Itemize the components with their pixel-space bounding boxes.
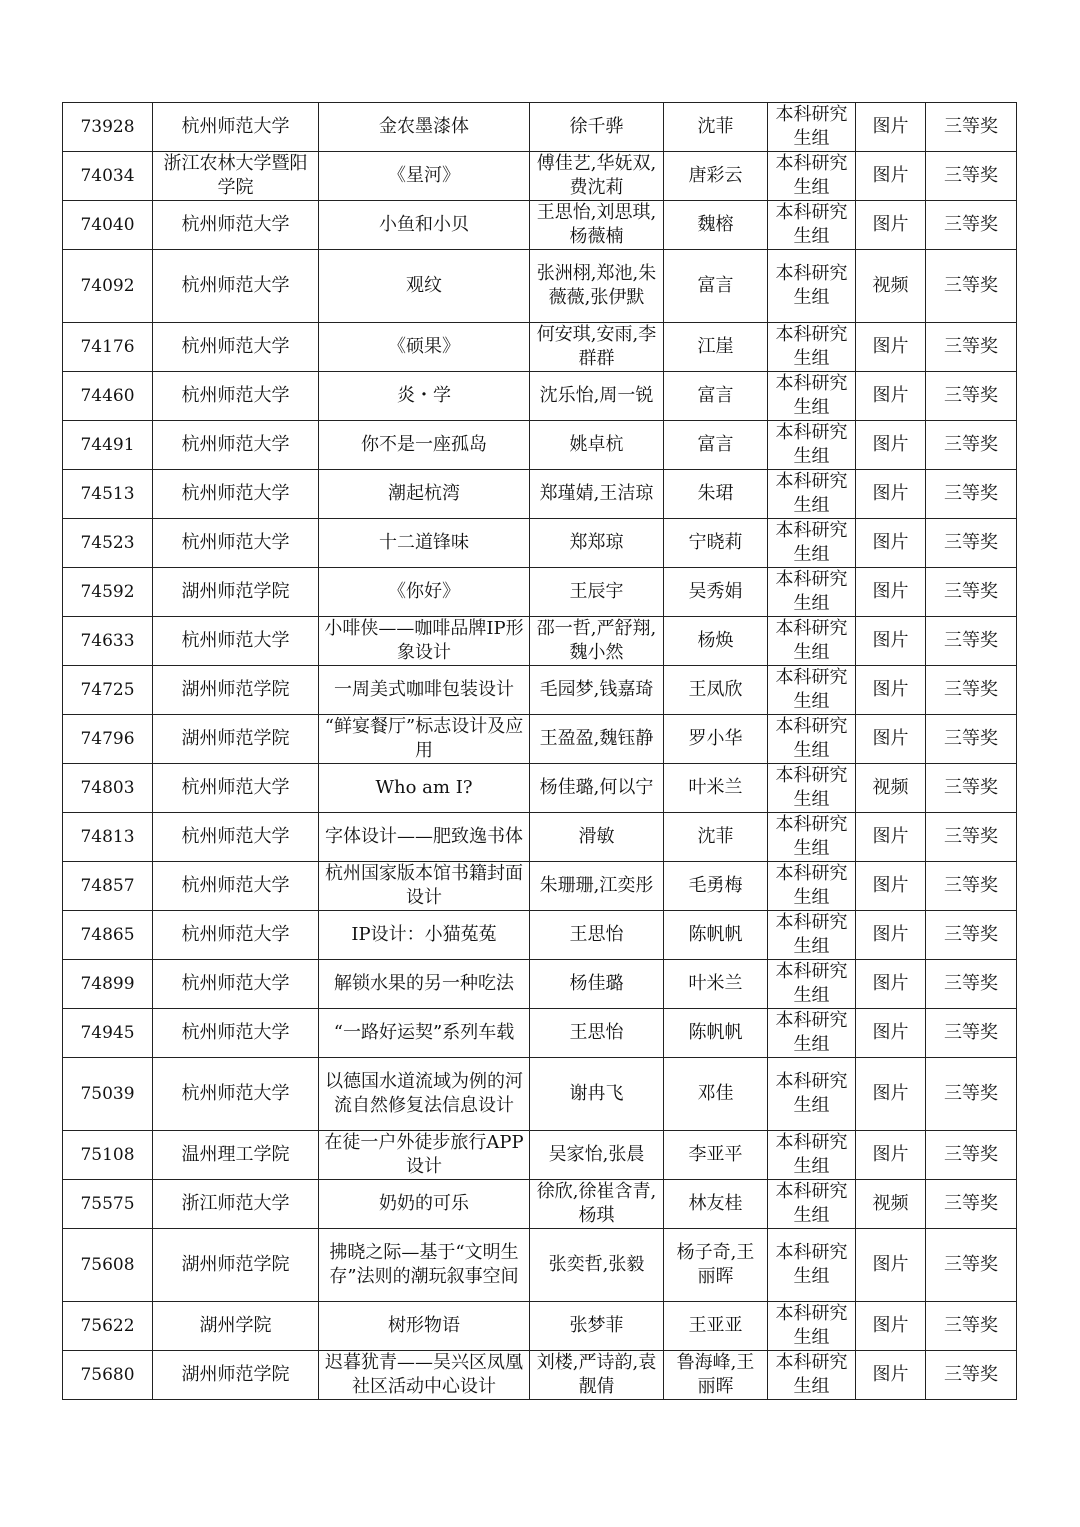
prize-level-cell: 三等奖 <box>926 421 1017 470</box>
work-type-cell: 图片 <box>856 421 926 470</box>
work-type-cell: 图片 <box>856 1229 926 1302</box>
authors-cell: 朱珊珊,江奕彤 <box>530 862 664 911</box>
work-title-cell: 《星河》 <box>319 152 530 201</box>
table-row <box>63 103 1017 152</box>
authors-cell: 杨佳璐 <box>530 960 664 1009</box>
school-name-cell: 杭州师范大学 <box>153 250 319 323</box>
competition-group-cell: 本科研究生组 <box>768 470 856 519</box>
authors-cell: 王盈盈,魏钰静 <box>530 715 664 764</box>
advisor-cell: 李亚平 <box>664 1131 768 1180</box>
school-name-cell: 浙江师范大学 <box>153 1180 319 1229</box>
prize-level-cell: 三等奖 <box>926 862 1017 911</box>
competition-group-cell: 本科研究生组 <box>768 1058 856 1131</box>
advisor-cell: 毛勇梅 <box>664 862 768 911</box>
advisor-cell: 王凤欣 <box>664 666 768 715</box>
work-type-cell: 图片 <box>856 911 926 960</box>
school-name-cell: 湖州师范学院 <box>153 715 319 764</box>
authors-cell: 姚卓杭 <box>530 421 664 470</box>
table-row <box>63 1180 1017 1229</box>
table-row <box>63 201 1017 250</box>
entry-id-cell: 74945 <box>63 1009 153 1058</box>
entry-id-cell: 75622 <box>63 1302 153 1351</box>
work-type-cell: 图片 <box>856 1302 926 1351</box>
prize-level-cell: 三等奖 <box>926 1302 1017 1351</box>
advisor-cell: 叶米兰 <box>664 960 768 1009</box>
entry-id-cell: 74633 <box>63 617 153 666</box>
advisor-cell: 杨焕 <box>664 617 768 666</box>
advisor-cell: 叶米兰 <box>664 764 768 813</box>
entry-id-cell: 74857 <box>63 862 153 911</box>
prize-level-cell: 三等奖 <box>926 1058 1017 1131</box>
entry-id-cell: 74813 <box>63 813 153 862</box>
competition-group-cell: 本科研究生组 <box>768 1009 856 1058</box>
work-title-cell: 在徒一户外徒步旅行APP设计 <box>319 1131 530 1180</box>
work-title-cell: 解锁水果的另一种吃法 <box>319 960 530 1009</box>
authors-cell: 郑瑾婧,王洁琼 <box>530 470 664 519</box>
work-type-cell: 图片 <box>856 666 926 715</box>
school-name-cell: 湖州师范学院 <box>153 568 319 617</box>
competition-group-cell: 本科研究生组 <box>768 421 856 470</box>
prize-level-cell: 三等奖 <box>926 911 1017 960</box>
table-row <box>63 421 1017 470</box>
authors-cell: 沈乐怡,周一锐 <box>530 372 664 421</box>
school-name-cell: 浙江农林大学暨阳学院 <box>153 152 319 201</box>
competition-group-cell: 本科研究生组 <box>768 715 856 764</box>
entry-id-cell: 74899 <box>63 960 153 1009</box>
awards-table-body <box>63 103 1017 1400</box>
work-title-cell: 一周美式咖啡包装设计 <box>319 666 530 715</box>
entry-id-cell: 74592 <box>63 568 153 617</box>
work-title-cell: 以德国水道流域为例的河流自然修复法信息设计 <box>319 1058 530 1131</box>
advisor-cell: 江崖 <box>664 323 768 372</box>
authors-cell: 张奕哲,张毅 <box>530 1229 664 1302</box>
advisor-cell: 唐彩云 <box>664 152 768 201</box>
advisor-cell: 富言 <box>664 250 768 323</box>
advisor-cell: 邓佳 <box>664 1058 768 1131</box>
entry-id-cell: 74523 <box>63 519 153 568</box>
school-name-cell: 杭州师范大学 <box>153 201 319 250</box>
competition-group-cell: 本科研究生组 <box>768 764 856 813</box>
work-title-cell: 字体设计——肥致逸书体 <box>319 813 530 862</box>
advisor-cell: 魏榕 <box>664 201 768 250</box>
advisor-cell: 鲁海峰,王丽晖 <box>664 1351 768 1400</box>
authors-cell: 何安琪,安雨,李群群 <box>530 323 664 372</box>
authors-cell: 徐欣,徐崔含青,杨琪 <box>530 1180 664 1229</box>
work-type-cell: 图片 <box>856 960 926 1009</box>
work-title-cell: Who am I? <box>319 764 530 813</box>
authors-cell: 王思怡,刘思琪,杨薇楠 <box>530 201 664 250</box>
school-name-cell: 湖州师范学院 <box>153 1351 319 1400</box>
authors-cell: 徐千骅 <box>530 103 664 152</box>
work-title-cell: 《硕果》 <box>319 323 530 372</box>
competition-group-cell: 本科研究生组 <box>768 1229 856 1302</box>
work-type-cell: 图片 <box>856 1351 926 1400</box>
school-name-cell: 杭州师范大学 <box>153 764 319 813</box>
advisor-cell: 吴秀娟 <box>664 568 768 617</box>
table-row <box>63 813 1017 862</box>
table-row <box>63 1351 1017 1400</box>
work-title-cell: 十二道锋味 <box>319 519 530 568</box>
work-title-cell: 你不是一座孤岛 <box>319 421 530 470</box>
entry-id-cell: 75575 <box>63 1180 153 1229</box>
work-title-cell: IP设计：小猫菟菟 <box>319 911 530 960</box>
school-name-cell: 杭州师范大学 <box>153 813 319 862</box>
work-type-cell: 图片 <box>856 470 926 519</box>
prize-level-cell: 三等奖 <box>926 715 1017 764</box>
school-name-cell: 湖州学院 <box>153 1302 319 1351</box>
advisor-cell: 王亚亚 <box>664 1302 768 1351</box>
entry-id-cell: 75680 <box>63 1351 153 1400</box>
table-row <box>63 715 1017 764</box>
competition-group-cell: 本科研究生组 <box>768 813 856 862</box>
table-row <box>63 568 1017 617</box>
prize-level-cell: 三等奖 <box>926 666 1017 715</box>
competition-group-cell: 本科研究生组 <box>768 250 856 323</box>
entry-id-cell: 74491 <box>63 421 153 470</box>
work-title-cell: 迟暮犹青——吴兴区凤凰社区活动中心设计 <box>319 1351 530 1400</box>
authors-cell: 刘楼,严诗韵,袁靓倩 <box>530 1351 664 1400</box>
authors-cell: 张梦菲 <box>530 1302 664 1351</box>
table-row <box>63 519 1017 568</box>
prize-level-cell: 三等奖 <box>926 470 1017 519</box>
advisor-cell: 沈菲 <box>664 813 768 862</box>
table-row <box>63 1302 1017 1351</box>
advisor-cell: 沈菲 <box>664 103 768 152</box>
school-name-cell: 杭州师范大学 <box>153 103 319 152</box>
work-type-cell: 图片 <box>856 813 926 862</box>
school-name-cell: 杭州师范大学 <box>153 421 319 470</box>
advisor-cell: 富言 <box>664 372 768 421</box>
prize-level-cell: 三等奖 <box>926 617 1017 666</box>
table-row <box>63 323 1017 372</box>
competition-group-cell: 本科研究生组 <box>768 1180 856 1229</box>
competition-group-cell: 本科研究生组 <box>768 568 856 617</box>
entry-id-cell: 74092 <box>63 250 153 323</box>
work-title-cell: 拂晓之际—基于“文明生存”法则的潮玩叙事空间 <box>319 1229 530 1302</box>
entry-id-cell: 74040 <box>63 201 153 250</box>
authors-cell: 郑郑琼 <box>530 519 664 568</box>
table-row <box>63 250 1017 323</box>
entry-id-cell: 73928 <box>63 103 153 152</box>
authors-cell: 谢冉飞 <box>530 1058 664 1131</box>
school-name-cell: 杭州师范大学 <box>153 617 319 666</box>
advisor-cell: 富言 <box>664 421 768 470</box>
prize-level-cell: 三等奖 <box>926 813 1017 862</box>
work-title-cell: 炎・学 <box>319 372 530 421</box>
prize-level-cell: 三等奖 <box>926 568 1017 617</box>
table-row <box>63 666 1017 715</box>
authors-cell: 王思怡 <box>530 1009 664 1058</box>
work-type-cell: 图片 <box>856 1131 926 1180</box>
school-name-cell: 湖州师范学院 <box>153 666 319 715</box>
prize-level-cell: 三等奖 <box>926 1009 1017 1058</box>
prize-level-cell: 三等奖 <box>926 103 1017 152</box>
work-title-cell: 《你好》 <box>319 568 530 617</box>
entry-id-cell: 74803 <box>63 764 153 813</box>
authors-cell: 王思怡 <box>530 911 664 960</box>
work-type-cell: 图片 <box>856 323 926 372</box>
competition-group-cell: 本科研究生组 <box>768 666 856 715</box>
advisor-cell: 罗小华 <box>664 715 768 764</box>
competition-group-cell: 本科研究生组 <box>768 617 856 666</box>
work-type-cell: 图片 <box>856 568 926 617</box>
work-title-cell: 小啡侠——咖啡品牌IP形象设计 <box>319 617 530 666</box>
school-name-cell: 杭州师范大学 <box>153 1009 319 1058</box>
advisor-cell: 宁晓莉 <box>664 519 768 568</box>
prize-level-cell: 三等奖 <box>926 152 1017 201</box>
work-title-cell: 潮起杭湾 <box>319 470 530 519</box>
table-row <box>63 1131 1017 1180</box>
table-row <box>63 152 1017 201</box>
school-name-cell: 杭州师范大学 <box>153 911 319 960</box>
prize-level-cell: 三等奖 <box>926 1180 1017 1229</box>
competition-group-cell: 本科研究生组 <box>768 960 856 1009</box>
work-type-cell: 图片 <box>856 862 926 911</box>
table-row <box>63 911 1017 960</box>
table-row <box>63 1229 1017 1302</box>
work-title-cell: 观纹 <box>319 250 530 323</box>
work-type-cell: 图片 <box>856 103 926 152</box>
competition-group-cell: 本科研究生组 <box>768 862 856 911</box>
school-name-cell: 杭州师范大学 <box>153 519 319 568</box>
table-row <box>63 1009 1017 1058</box>
competition-group-cell: 本科研究生组 <box>768 911 856 960</box>
work-title-cell: 小鱼和小贝 <box>319 201 530 250</box>
prize-level-cell: 三等奖 <box>926 960 1017 1009</box>
entry-id-cell: 75039 <box>63 1058 153 1131</box>
prize-level-cell: 三等奖 <box>926 323 1017 372</box>
prize-level-cell: 三等奖 <box>926 1351 1017 1400</box>
work-type-cell: 视频 <box>856 764 926 813</box>
table-row <box>63 862 1017 911</box>
work-title-cell: 树形物语 <box>319 1302 530 1351</box>
school-name-cell: 杭州师范大学 <box>153 372 319 421</box>
work-type-cell: 图片 <box>856 372 926 421</box>
school-name-cell: 杭州师范大学 <box>153 470 319 519</box>
school-name-cell: 湖州师范学院 <box>153 1229 319 1302</box>
school-name-cell: 杭州师范大学 <box>153 1058 319 1131</box>
entry-id-cell: 74865 <box>63 911 153 960</box>
authors-cell: 杨佳璐,何以宁 <box>530 764 664 813</box>
entry-id-cell: 74725 <box>63 666 153 715</box>
authors-cell: 王辰宇 <box>530 568 664 617</box>
work-type-cell: 图片 <box>856 1058 926 1131</box>
entry-id-cell: 74460 <box>63 372 153 421</box>
authors-cell: 傅佳艺,华妩双,费沈莉 <box>530 152 664 201</box>
prize-level-cell: 三等奖 <box>926 372 1017 421</box>
prize-level-cell: 三等奖 <box>926 250 1017 323</box>
entry-id-cell: 74176 <box>63 323 153 372</box>
advisor-cell: 杨子奇,王丽晖 <box>664 1229 768 1302</box>
authors-cell: 邵一哲,严舒翔,魏小然 <box>530 617 664 666</box>
entry-id-cell: 74796 <box>63 715 153 764</box>
table-row <box>63 960 1017 1009</box>
prize-level-cell: 三等奖 <box>926 1131 1017 1180</box>
prize-level-cell: 三等奖 <box>926 201 1017 250</box>
advisor-cell: 陈帆帆 <box>664 1009 768 1058</box>
work-type-cell: 图片 <box>856 715 926 764</box>
work-type-cell: 图片 <box>856 152 926 201</box>
school-name-cell: 温州理工学院 <box>153 1131 319 1180</box>
advisor-cell: 陈帆帆 <box>664 911 768 960</box>
entry-id-cell: 74034 <box>63 152 153 201</box>
work-title-cell: “鲜宴餐厅”标志设计及应用 <box>319 715 530 764</box>
competition-group-cell: 本科研究生组 <box>768 201 856 250</box>
school-name-cell: 杭州师范大学 <box>153 862 319 911</box>
school-name-cell: 杭州师范大学 <box>153 960 319 1009</box>
advisor-cell: 朱珺 <box>664 470 768 519</box>
work-title-cell: 金农墨漆体 <box>319 103 530 152</box>
competition-group-cell: 本科研究生组 <box>768 152 856 201</box>
entry-id-cell: 75608 <box>63 1229 153 1302</box>
competition-group-cell: 本科研究生组 <box>768 1351 856 1400</box>
table-row <box>63 764 1017 813</box>
prize-level-cell: 三等奖 <box>926 1229 1017 1302</box>
authors-cell: 吴家怡,张晨 <box>530 1131 664 1180</box>
table-row <box>63 470 1017 519</box>
work-type-cell: 图片 <box>856 519 926 568</box>
work-type-cell: 图片 <box>856 201 926 250</box>
competition-group-cell: 本科研究生组 <box>768 103 856 152</box>
prize-level-cell: 三等奖 <box>926 519 1017 568</box>
work-title-cell: “一路好运契”系列车载 <box>319 1009 530 1058</box>
table-row <box>63 1058 1017 1131</box>
prize-level-cell: 三等奖 <box>926 764 1017 813</box>
awards-table <box>62 102 1017 1400</box>
work-type-cell: 图片 <box>856 1009 926 1058</box>
entry-id-cell: 75108 <box>63 1131 153 1180</box>
competition-group-cell: 本科研究生组 <box>768 323 856 372</box>
table-row <box>63 372 1017 421</box>
competition-group-cell: 本科研究生组 <box>768 1302 856 1351</box>
authors-cell: 毛园梦,钱嘉琦 <box>530 666 664 715</box>
advisor-cell: 林友桂 <box>664 1180 768 1229</box>
entry-id-cell: 74513 <box>63 470 153 519</box>
competition-group-cell: 本科研究生组 <box>768 372 856 421</box>
work-title-cell: 奶奶的可乐 <box>319 1180 530 1229</box>
table-row <box>63 617 1017 666</box>
work-type-cell: 视频 <box>856 250 926 323</box>
school-name-cell: 杭州师范大学 <box>153 323 319 372</box>
work-type-cell: 视频 <box>856 1180 926 1229</box>
work-title-cell: 杭州国家版本馆书籍封面设计 <box>319 862 530 911</box>
competition-group-cell: 本科研究生组 <box>768 519 856 568</box>
work-type-cell: 图片 <box>856 617 926 666</box>
authors-cell: 滑敏 <box>530 813 664 862</box>
competition-group-cell: 本科研究生组 <box>768 1131 856 1180</box>
authors-cell: 张洲栩,郑池,朱薇薇,张伊默 <box>530 250 664 323</box>
